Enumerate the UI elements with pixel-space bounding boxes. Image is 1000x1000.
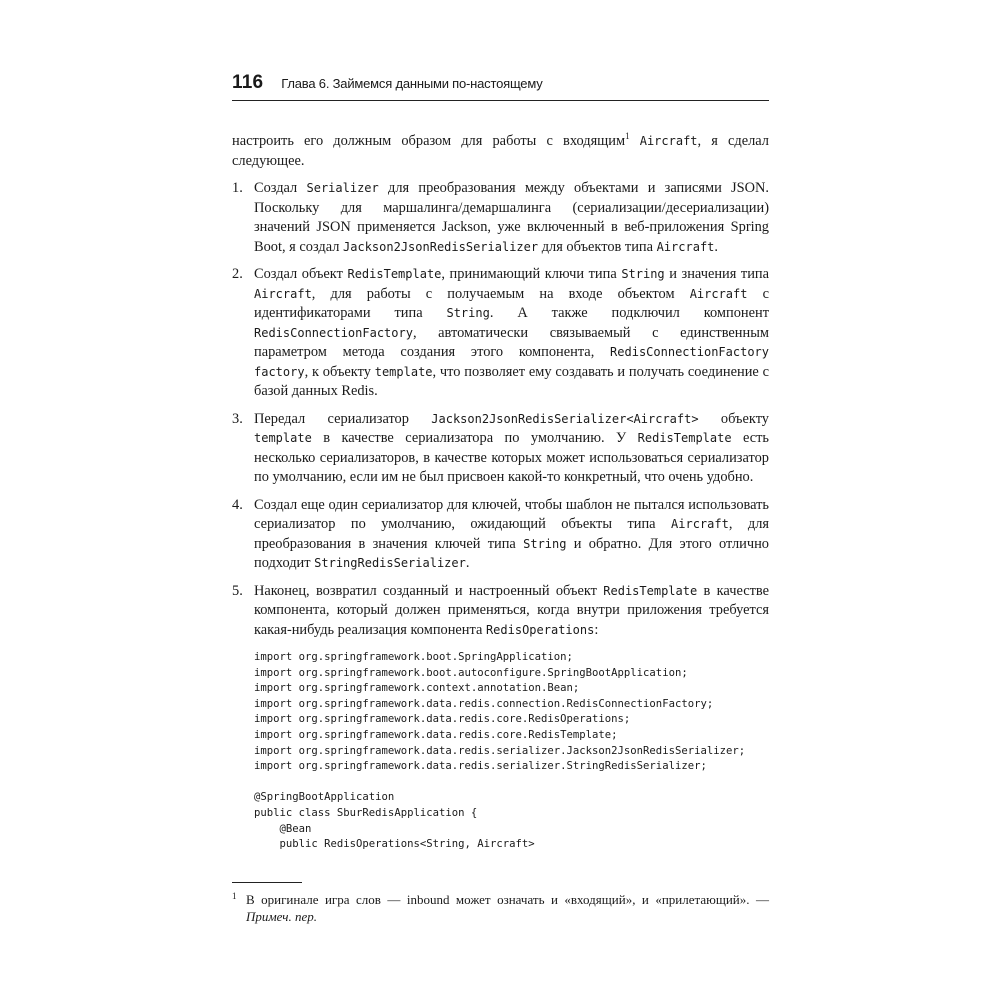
- inline-code: Aircraft: [689, 286, 748, 301]
- inline-code: RedisOperations: [485, 622, 595, 637]
- inline-code: Aircraft: [254, 286, 312, 301]
- code-line: import org.springframework.data.redis.serializer.StringRedisSerializer;: [254, 760, 707, 773]
- inline-code: StringRedisSerializer: [314, 556, 466, 570]
- inline-code: RedisConnectionFactory: [254, 325, 413, 340]
- code-line: public class SburRedisApplication {: [254, 806, 478, 819]
- inline-code: Aircraft: [671, 517, 729, 531]
- inline-code: Jackson2JsonRedisSerializer<Aircraft>: [431, 411, 699, 426]
- inline-code: Serializer: [306, 181, 379, 195]
- list-item: 5. Наконец, возвратил созданный и настроенный объект RedisTemplate в качестве компонента, который должен применяться, когда внутри приложения требуется какая-нибудь реализация компонента RedisOperations:: [232, 582, 769, 638]
- inline-code: String: [523, 536, 567, 551]
- list-item: 4. Создал еще один сериализатор для ключей, чтобы шаблон не пытался использовать сериализатор по умолчанию, ожидающий объекты типа Aircraft, для преобразования в значения ключей типа String и обратно. Для этого отлично подходит StringRedisSerializer.: [232, 496, 769, 571]
- footnote-note: Примеч. пер.: [246, 909, 318, 924]
- page-number: 116: [232, 72, 264, 93]
- inline-code: template: [254, 431, 312, 445]
- running-header: [232, 72, 769, 101]
- footnote-body: В оригинале игра слов — inbound может означать и «входящий», и «прилетающий». —: [246, 892, 769, 907]
- lead-text: настроить его должным образом для работы с входящим: [232, 133, 626, 149]
- code-line: import org.springframework.data.redis.core.RedisTemplate;: [254, 728, 618, 741]
- code-block: [254, 650, 769, 853]
- lead-text-end: , я сделал следующее.: [232, 133, 769, 169]
- list-item: 3. Передал сериализатор Jackson2JsonRedisSerializer<Aircraft> объекту template в качестве сериализатора по умолчанию. У RedisTemplate есть несколько сериализаторов, в качестве которых может использоваться сериализатор по умолчанию, если им не был присвоен какой-то конкретный, что очень удобно.: [232, 410, 769, 485]
- list-item-number: 2.: [232, 266, 243, 282]
- list-item: 1. Создал Serializer для преобразования между объектами и записями JSON. Поскольку для маршалинга/демаршалинга (сериализации/десериализации) значений JSON применяется Jackson, уже включенный в веб-приложения Spring Boot, я создал Jackson2JsonRedisSerializer для объектов типа Aircraft.: [232, 180, 770, 255]
- inline-code: template: [374, 364, 433, 379]
- book-page: [232, 72, 770, 924]
- body-text: [232, 132, 769, 853]
- code-line: import org.springframework.data.redis.serializer.Jackson2JsonRedisSerializer;: [254, 744, 746, 757]
- list-item-number: 1.: [232, 180, 243, 196]
- inline-code: Jackson2JsonRedisSerializer: [343, 239, 539, 254]
- numbered-list: [232, 179, 769, 640]
- list-item-number: 5.: [232, 582, 243, 599]
- inline-code: Aircraft: [656, 239, 715, 254]
- code-line: import org.springframework.boot.autoconfigure.SpringBootApplication;: [254, 666, 688, 679]
- code-line: public RedisOperations<String, Aircraft>: [254, 838, 535, 851]
- inline-code: String: [621, 267, 665, 281]
- inline-code: RedisTemplate: [603, 583, 698, 598]
- code-line: import org.springframework.boot.SpringApplication;: [254, 651, 573, 663]
- footnote: [232, 882, 769, 925]
- footnote-rule: [232, 882, 302, 883]
- code-line: import org.springframework.data.redis.connection.RedisConnectionFactory;: [254, 697, 714, 710]
- inline-code: RedisConnectionFactory factory: [254, 345, 769, 379]
- footnote-ref: 1: [625, 131, 630, 142]
- inline-code: RedisTemplate: [347, 267, 442, 281]
- inline-code: String: [446, 306, 490, 320]
- list-item: 2. Создал объект RedisTemplate, принимающий ключи типа String и значения типа Aircraft, для работы с получаемым на входе объектом Aircraft с идентификаторами типа String. А также подключил компонент RedisConnectionFactory, автоматически связываемый с единственным параметром метода создания этого компонента, RedisConnectionFactory factory, к объекту template, что позволяет ему создавать и получать соединение с базой данных Redis.: [232, 266, 770, 399]
- chapter-title: Глава 6. Займемся данными по-настоящему: [281, 76, 543, 91]
- footnote-mark: 1: [232, 891, 237, 901]
- inline-code: Aircraft: [639, 134, 698, 148]
- footnote-text: [232, 891, 769, 925]
- code-line: @Bean: [254, 822, 312, 835]
- inline-code: RedisTemplate: [637, 431, 732, 445]
- code-line: import org.springframework.context.annotation.Bean;: [254, 682, 580, 695]
- list-item-number: 3.: [232, 410, 243, 427]
- code-line: import org.springframework.data.redis.core.RedisOperations;: [254, 713, 631, 726]
- code-line: @SpringBootApplication: [254, 791, 395, 804]
- list-item-number: 4.: [232, 496, 243, 513]
- lead-paragraph: [232, 132, 769, 171]
